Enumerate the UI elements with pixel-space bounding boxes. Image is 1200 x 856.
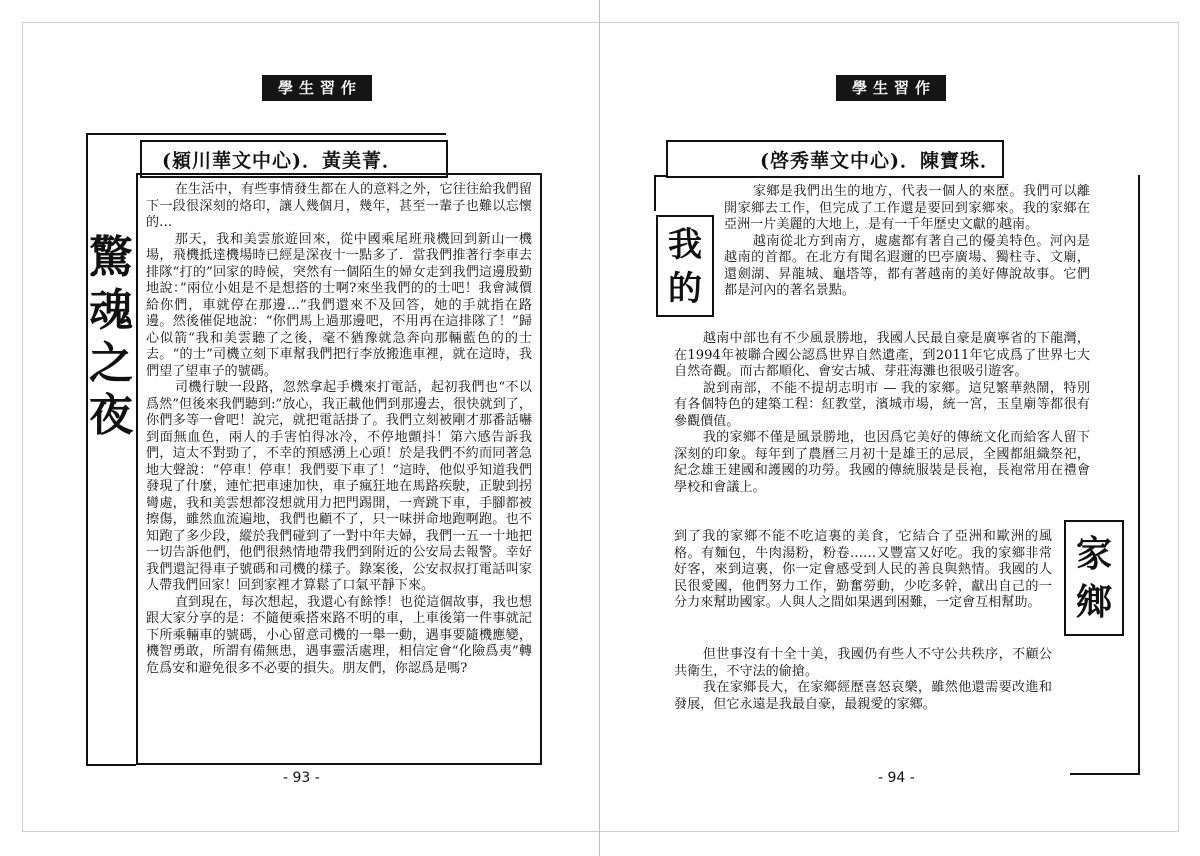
section-header: 學生習作 [836, 75, 946, 101]
frame-right-line [1138, 175, 1140, 775]
right-page [600, 0, 1200, 856]
frame-left-line [654, 175, 656, 211]
author-line: (啓秀華文中心)．陳寶珠． [760, 150, 1000, 172]
page-number: - 94 - [878, 770, 915, 786]
title-char: 的 [668, 269, 702, 309]
title-char: 家 [1075, 533, 1112, 575]
paragraph: 但世事沒有十全十美，我國仍有些人不守公共秩序，不顧公共衛生，不守法的偷搶。 [674, 647, 1052, 679]
paragraph: 越南中部也有不少風景勝地，我國人民最自豪是廣寧省的下龍灣，在1994年被聯合國公認爲世界自然遺產，到2011年它成爲了世界七大自然奇觀。而古都順化、會安古城、芽莊海灘也很吸引遊客。 [674, 331, 1090, 379]
article-title [86, 232, 136, 443]
paragraph: 在生活中，有些事情發生都在人的意料之外，它往往給我們留下一段很深刻的烙印，讓人幾個月，幾年，甚至一輩子也難以忘懷的… [146, 182, 532, 230]
author-line: (潁川華文中心)．黃美菁． [162, 150, 402, 172]
title-char: 之 [89, 337, 133, 389]
title-char: 鄉 [1075, 581, 1112, 623]
title-char: 魂 [89, 284, 133, 336]
paragraph: 直到現在，每次想起，我還心有餘悸！也從這個故事，我也想跟大家分享的是：不隨便乘搭來路不明的車，上車後第一件事就記下所乘輛車的號碼，小心留意司機的一舉一動，遇事要隨機應變，機智勇敢，所謂有備無患，遇事靈活處理，相信定會“化險爲夷”轉危爲安和避免很多不必要的損失。朋友們，你認爲是嗎? [146, 594, 532, 676]
paragraph: 到了我的家鄉不能不吃這裏的美食，它結合了亞洲和歐洲的風格。有麵包，牛肉湯粉，粉卷……又豐富又好吃。我的家鄉非常好客，來到這裏，你一定會感受到人民的善良與熱情。我國的人民很愛國，他們努力工作，勤奮勞動，少吃多幹，獻出自己的一分力來幫助國家。人與人之間如果遇到困難，一定會互相幫助。 [674, 529, 1052, 610]
article-body-side [674, 529, 1052, 612]
paragraph: 家鄉是我們出生的地方，代表一個人的來歷。我們可以離開家鄉去工作，但完成了工作還是要回到家鄉來。我的家鄉在亞洲一片美麗的大地上，是有一千年歷史文獻的越南。 [724, 184, 1090, 232]
article-body-top [724, 184, 1090, 300]
article-body-bottom [674, 647, 1052, 713]
frame-left-line [86, 133, 88, 765]
paragraph: 說到南部，不能不提胡志明市 — 我的家鄉。這兒繁華熱鬧，特別有各個特色的建築工程：紅教堂，濱城市場，統一宮，玉皇廟等都很有參觀價值。 [674, 380, 1090, 429]
paragraph: 越南從北方到南方，處處都有著自己的優美特色。河內是越南的首都。在北方有聞名遐邇的巴亭廣場、獨柱寺、文廟，還劍湖、昇龍城、龜塔等，都有著越南的美好傳說故事。它們都是河內的著名景點。 [724, 233, 1090, 298]
frame-bottom-line [86, 764, 136, 766]
paragraph: 我在家鄉長大，在家鄉經歷喜怒哀樂，雖然他還需要改進和發展，但它永遠是我最自豪，最親愛的家鄉。 [674, 680, 1052, 712]
title-box-bottom [1064, 520, 1124, 636]
article-body-middle [674, 331, 1090, 496]
title-box-top [656, 215, 714, 317]
frame-top-line [86, 133, 446, 135]
title-char: 夜 [89, 390, 133, 442]
page-number: - 93 - [283, 770, 320, 786]
paragraph: 司機行駛一段路，忽然拿起手機來打電話，起初我們也“不以爲然”但後來我們聽到:”放心，我正載他們到那邊去，很快就到了，你們多等一會吧！說完，就把電話掛了。我們立刻被剛才那番話嚇到面無血色，兩人的手害怕得冰冷，不停地顫抖！第六感告訴我們，這太不對勁了，不幸的預感湧上心頭！於是我們不約而同著急地大聲說：“停車！停車！我們要下車了！“這時，他似乎知道我們發現了什麼，連忙把車速加快，車子瘋狂地在馬路疾駛，正駛到拐彎處，我和美雲想都沒想就用力把門踢開，一齊跳下車，手腳都被擦傷，雖然血流遍地，我們也顧不了，只一味拼命地跑啊跑。也不知跑了多少段，縱於我們碰到了一對中年夫婦，我們一五一十地把一切告訴他們，他們很熱情地帶我們到附近的公安局去報警。幸好我們還記得車子號碼和司機的樣子。錄案後，公安叔叔打電話叫家人帶我們回家！回到家裡才算鬆了口氣平靜下來。 [146, 380, 532, 593]
title-char: 我 [668, 225, 702, 265]
frame-bottom-line [1070, 773, 1140, 775]
article-body [146, 182, 532, 677]
paragraph: 我的家鄉不僅是風景勝地，也因爲它美好的傳統文化而給客人留下深刻的印象。每年到了農曆三月初十是雄王的忌辰，全國都組織祭祀，紀念雄王建國和護國的功勞。我國的傳統服裝是長袍，長袍常用在禮會學校和會議上。 [674, 430, 1090, 495]
section-header: 學生習作 [262, 75, 372, 101]
title-char: 驚 [89, 232, 133, 283]
paragraph: 那天，我和美雲旅遊回來，從中國乘尾班飛機回到新山一機場，飛機抵達機場時已經是深夜十一點多了．當我們推著行李車去排隊“打的”回家的時候，突然有一個陌生的婦女走到我們這邊殷勤地說：”兩位小姐是不是想搭的士啊?來坐我們的的士吧！我會減價給你們，車就停在那邊…”我們還來不及回答，她的手就指在路邊。然後催促地說：“你們馬上過那邊吧，不用再在這排隊了！”歸心似箭“我和美雲聽了之後，毫不猶豫就急奔向那輛藍色的的士去。“的士”司機立刻下車幫我們把行李放搬進車裡，就在這時，我們望了望車子的號碼。 [146, 231, 532, 379]
